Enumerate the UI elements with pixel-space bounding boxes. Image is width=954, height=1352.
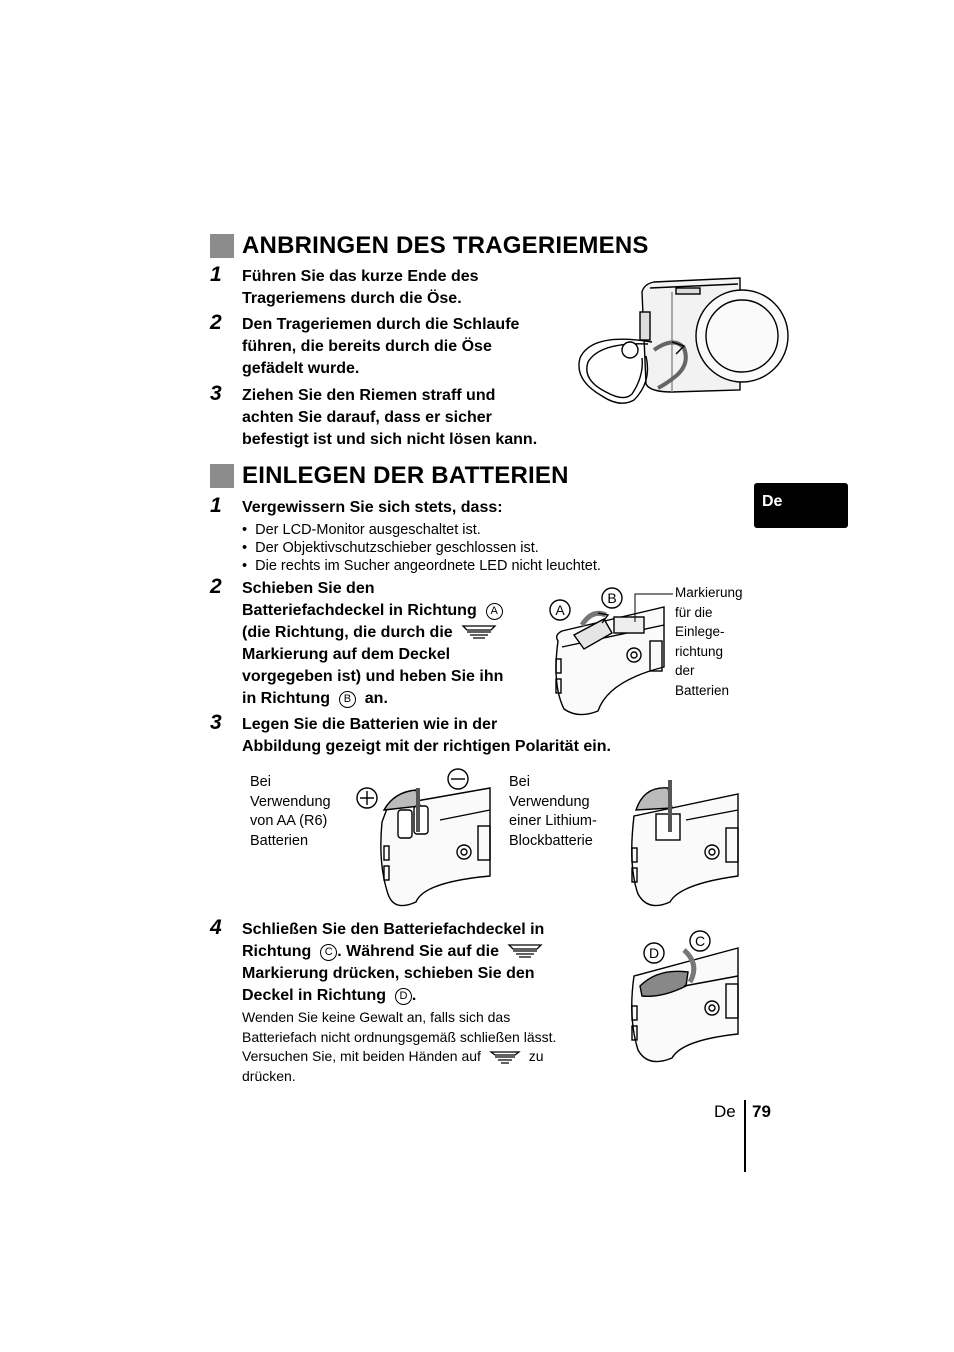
step-line [242,622,532,644]
step-line-text: . Während Sie auf die [337,943,500,960]
bullet-item: • Der Objektivschutzschieber geschlossen ist. [242,540,539,556]
step-line-text: . [411,987,417,1004]
step-line: Schließen Sie den Batteriefachdeckel in [242,921,545,938]
callout-line-text: richtung [675,643,724,659]
language-tab-label: De [762,493,783,510]
caption-aa-batteries [250,773,331,851]
step-number: 4 [210,916,222,939]
lithium-battery-illustration [626,776,740,908]
aa-battery-illustration [354,766,492,908]
marker-b-illustration-icon: B [607,590,617,606]
battery-direction-mark-icon [507,942,543,960]
section-heading-strap [210,231,649,261]
step-text [242,385,537,451]
note-line: Batteriefach nicht ordnungsgemäß schließen lässt. [242,1028,557,1045]
step-line-text: Batteriefachdeckel in Richtung [242,602,477,619]
battery-direction-mark-icon [461,623,497,641]
bullet-item: • Der LCD-Monitor ausgeschaltet ist. [242,522,481,538]
bullet-text: Der Objektivschutzschieber geschlossen ist. [255,540,539,556]
battery-cover-close-illustration [628,928,740,1064]
bullet-text: Die rechts im Sucher angeordnete LED nicht leuchtet. [255,558,601,574]
step-note [242,1008,556,1086]
marker-a-illustration-icon: A [555,602,565,618]
step-number: 2 [210,311,222,334]
step-line [242,941,602,963]
caption-line: Bei [509,774,530,790]
step-line: Führen Sie das kurze Ende des [242,268,479,285]
step-line: Schieben Sie den [242,580,375,597]
step-line [242,985,602,1007]
step-line: Markierung drücken, schieben Sie den [242,965,535,982]
marker-a-icon: A [486,603,503,620]
note-line: drücken. [242,1067,296,1084]
language-tab [754,483,848,528]
section-heading-batteries [210,461,569,491]
step-line: Trageriemens durch die Öse. [242,290,462,307]
caption-line: Blockbatterie [509,832,593,849]
step-text [242,578,532,710]
note-line: Wenden Sie keine Gewalt an, falls sich das [242,1009,511,1025]
note-line-text: Versuchen Sie, mit beiden Händen auf [242,1048,481,1064]
step-line-text: Richtung [242,943,312,960]
bullet-list [242,521,601,575]
caption-line: von AA (R6) [250,813,328,829]
bullet-text: Der LCD-Monitor ausgeschaltet ist. [255,522,481,538]
step-line-text: Deckel in Richtung [242,987,387,1004]
callout-line-text: Markierung [675,585,743,600]
caption-line: Batterien [250,832,309,849]
step-line-text: (die Richtung, die durch die [242,624,453,641]
caption-line: Bei [250,774,271,790]
page-number: 79 [752,1102,771,1121]
step-text [242,266,479,310]
note-line-text: zu [528,1048,544,1064]
step-line: befestigt ist und sich nicht lösen kann. [242,431,538,448]
footer-divider [744,1100,746,1172]
step-text: Vergewissern Sie sich stets, dass: [242,499,503,516]
note-line [242,1047,556,1067]
step-number: 1 [210,494,222,517]
strap-illustration [572,272,742,414]
step-number: 3 [210,382,222,405]
step-line [242,688,532,710]
step-number: 3 [210,711,222,734]
step-line: gefädelt wurde. [242,360,360,377]
step-line [242,600,532,622]
step-text [242,714,611,758]
section-square-icon [210,234,234,258]
step-text [242,314,519,380]
step-line-text: an. [364,690,388,707]
marker-c-icon: C [320,944,337,961]
callout-line [635,594,675,624]
step-line-text: in Richtung [242,690,330,707]
callout-line-text: Einlege- [675,624,725,639]
callout-text [675,583,743,700]
marker-b-icon: B [339,691,356,708]
callout-line-text: für die [675,604,713,620]
marker-d-illustration-icon: D [648,945,660,961]
caption-line: Verwendung [509,793,590,810]
callout-line-text: Batterien [675,682,730,698]
step-number: 2 [210,575,222,598]
footer-language: De [714,1102,736,1121]
bullet-item: • Die rechts im Sucher angeordnete LED nicht leuchtet. [242,558,601,574]
section-title-batteries: EINLEGEN DER BATTERIEN [242,462,569,489]
callout-line-text: der [675,663,695,678]
step-line: vorgegeben ist) und heben Sie ihn [242,668,504,685]
step-line: Ziehen Sie den Riemen straff und [242,387,496,404]
caption-line: einer Lithium- [509,813,597,829]
step-line: Den Trageriemen durch die Schlaufe [242,316,520,333]
battery-direction-mark-icon [489,1049,521,1065]
step-number: 1 [210,263,222,286]
caption-lithium-battery [509,773,597,851]
step-line: Abbildung gezeigt mit der richtigen Polarität ein. [242,738,611,755]
marker-c-illustration-icon: C [694,933,706,949]
caption-line: Verwendung [250,793,331,810]
step-line: Legen Sie die Batterien wie in der [242,716,498,733]
step-text [242,919,602,1007]
section-square-icon [210,464,234,488]
step-line: achten Sie darauf, dass er sicher [242,409,492,426]
section-title-strap: ANBRINGEN DES TRAGERIEMENS [242,232,649,259]
marker-d-icon: D [395,988,412,1005]
step-line: führen, die bereits durch die Öse [242,338,492,355]
step-line: Markierung auf dem Deckel [242,646,451,663]
